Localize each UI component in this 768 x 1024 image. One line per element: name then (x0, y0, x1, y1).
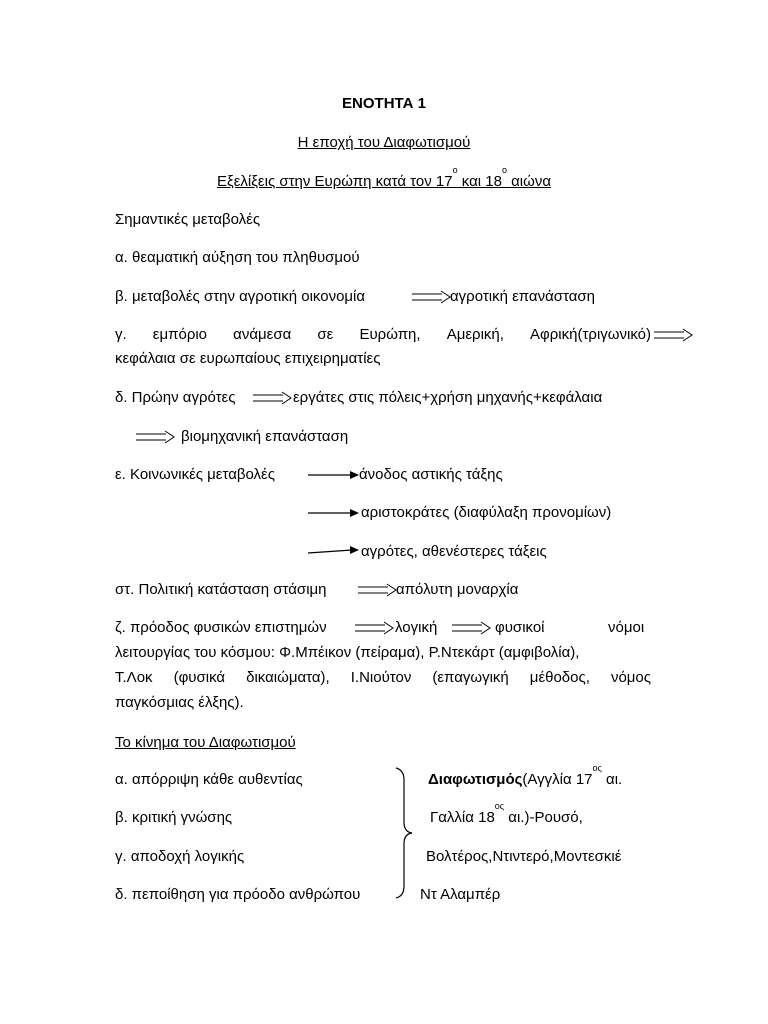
change-item-st-result: απόλυτη μοναρχία (396, 581, 519, 598)
movement-item: γ. αποδοχή λογικής (115, 848, 245, 865)
enlightenment-line-1: Διαφωτισμός(Αγγλία $17^{o\varsigma}$ αι. (428, 763, 623, 788)
movement-item: α. απόρριψη κάθε αυθεντίας (115, 771, 303, 788)
curly-brace-icon (394, 766, 414, 900)
double-arrow-icon (136, 430, 176, 444)
enlightenment-line-4: Ντ Αλαμπέρ (420, 886, 501, 903)
enlightenment-line-2: Γαλλία $18^{o\varsigma}$ αι.)-Ρουσό, (430, 801, 583, 826)
change-item-e: ε. Κοινωνικές μεταβολές (115, 466, 275, 483)
double-arrow-icon (355, 621, 395, 635)
arrow-icon (308, 508, 360, 518)
change-item-b-result: αγροτική επανάσταση (450, 288, 596, 305)
change-item-d: δ. Πρώην αγρότες (115, 389, 236, 406)
change-item-z-cont-3: παγκόσμιας έλξης). (115, 694, 244, 711)
movement-heading: Το κίνημα του Διαφωτισμού (115, 734, 296, 751)
double-arrow-icon (452, 621, 492, 635)
enlightenment-line-3: Βολτέρος,Ντιντερό,Μοντεσκιέ (426, 848, 622, 865)
arrow-icon (308, 545, 360, 557)
change-item-c: γ. εμπόριο ανάμεσα σε Ευρώπη, Αμερική, Αφρική(τριγωνικό) (115, 326, 651, 343)
arrow-icon (308, 470, 360, 480)
document-title: ΕΝΟΤΗΤΑ 1 (342, 95, 426, 112)
change-item-c-cont: κεφάλαια σε ευρωπαίους επιχειρηματίες (115, 350, 381, 367)
movement-item: δ. πεποίθηση για πρόοδο ανθρώπου (115, 886, 361, 903)
change-item-e-result-1: άνοδος αστικής τάξης (359, 466, 503, 483)
change-item-z: ζ. πρόοδος φυσικών επιστημών (115, 619, 327, 636)
double-arrow-icon (412, 290, 452, 304)
change-item-z-cont-1: λειτουργίας του κόσμου: Φ.Μπέικον (πείραμα), Ρ.Ντεκάρτ (αμφιβολία), (115, 644, 580, 661)
section-heading: Εξελίξεις στην Ευρώπη κατά τον $17^o$ και $18^o$ αιώνα (216, 165, 552, 190)
change-item-z-cont-2: Τ.Λοκ (φυσικά δικαιώματα), Ι.Νιούτον (επαγωγική μέθοδος, νόμος (115, 669, 651, 686)
change-item-st: στ. Πολιτική κατάσταση στάσιμη (115, 581, 327, 598)
change-item-b: β. μεταβολές στην αγροτική οικονομία (115, 288, 366, 305)
change-item-z-natural: φυσικοί (495, 619, 545, 636)
changes-heading: Σημαντικές μεταβολές (115, 211, 261, 228)
change-item-z-laws: νόμοι (608, 619, 645, 636)
movement-item: β. κριτική γνώσης (115, 809, 233, 826)
change-item-a: α. θεαματική αύξηση του πληθυσμού (115, 249, 360, 266)
double-arrow-icon (358, 583, 398, 597)
change-item-e-result-2: αριστοκράτες (διαφύλαξη προνομίων) (361, 504, 612, 521)
change-item-d-result: εργάτες στις πόλεις+χρήση μηχανής+κεφάλαια (293, 389, 603, 406)
document-subtitle: Η εποχή του Διαφωτισμού (297, 134, 471, 151)
change-item-d-result-2: βιομηχανική επανάσταση (181, 428, 349, 445)
double-arrow-icon (654, 328, 694, 342)
change-item-e-result-3: αγρότες, αθενέστερες τάξεις (361, 543, 547, 560)
change-item-z-logic: λογική (395, 619, 438, 636)
double-arrow-icon (253, 391, 293, 405)
